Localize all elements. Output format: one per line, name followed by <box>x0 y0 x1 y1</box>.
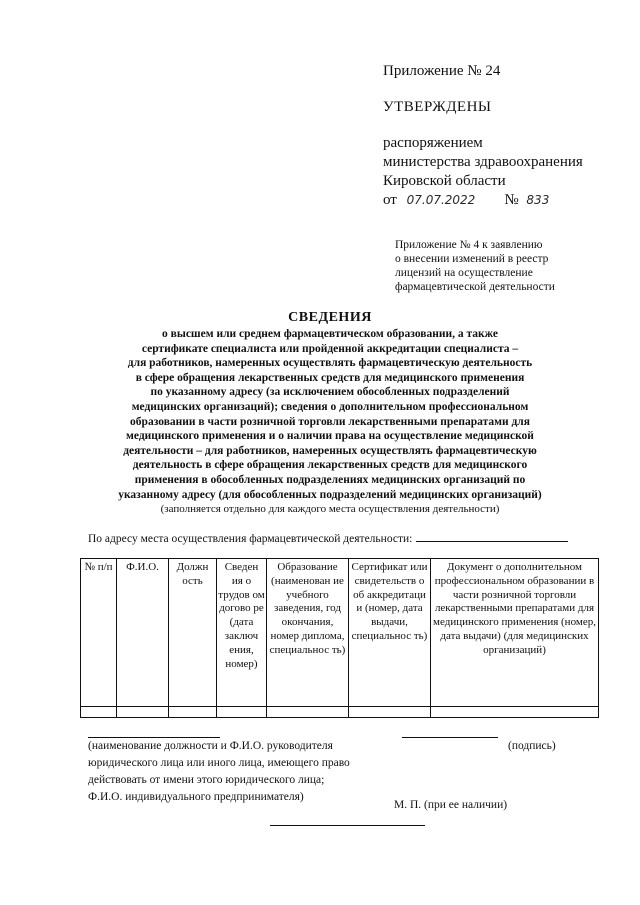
table-cell[interactable] <box>431 707 599 718</box>
approval-block <box>383 62 633 210</box>
number-label: № <box>504 192 519 208</box>
heading-line: сертификате специалиста или пройденной аккредитации специалиста – <box>141 342 519 355</box>
heading-line: в сфере обращения лекарственных средств для медицинского применения <box>135 371 525 384</box>
column-header-certificate: Сертификат или свидетельств о об аккредитаци и (номер, дата выдачи, специальнос ть) <box>349 559 431 707</box>
heading-line: медицинских организаций); сведения о дополнительном профессиональном <box>131 400 529 413</box>
seal-caption: М. П. (при ее наличии) <box>394 799 508 811</box>
table-cell[interactable] <box>349 707 431 718</box>
position-caption-line: действовать от имени этого юридического лица; <box>88 774 325 786</box>
heading-line: деятельности – для работников, намеренных осуществлять фармацевтическую <box>123 444 537 457</box>
position-caption-line: юридического лица или иного лица, имеющего право <box>88 757 350 769</box>
address-row <box>88 531 608 545</box>
address-label: По адресу места осуществления фармацевтической деятельности: <box>88 533 413 545</box>
staff-table <box>80 558 599 718</box>
heading-line: по указанному адресу (за исключением обособленных подразделений <box>150 386 510 399</box>
heading-line: применения в обособленных подразделениях медицинских организаций по <box>134 473 526 486</box>
order-line: Кировской области <box>383 173 506 189</box>
document-heading <box>60 310 600 516</box>
position-caption <box>88 738 388 806</box>
appendix4-note <box>395 238 630 294</box>
heading-body <box>60 327 600 502</box>
order-line: распоряжением <box>383 135 483 151</box>
table-cell[interactable] <box>169 707 217 718</box>
table-cell[interactable] <box>217 707 267 718</box>
from-label: от <box>383 192 397 208</box>
position-caption-line: Ф.И.О. индивидуального предпринимателя) <box>88 791 304 803</box>
heading-line: образовании в части розничной торговли лекарственными препаратами для <box>130 415 530 428</box>
address-fill-line <box>416 531 568 542</box>
approved-title: УТВЕРЖДЕНЫ <box>383 99 492 115</box>
order-date: 07.07.2022 <box>406 193 476 207</box>
column-header-contract: Сведен ия о трудов ом догово ре (дата заключ ения, номер) <box>217 559 267 707</box>
column-header-name: Ф.И.О. <box>117 559 169 707</box>
signature-caption: (подпись) <box>508 740 556 752</box>
table-header-row <box>81 559 599 707</box>
order-text <box>383 134 633 210</box>
heading-line: медицинского применения и о наличии права на осуществление медицинской <box>126 430 534 443</box>
column-header-education: Образование (наименован ие учебного заведения, год окончания, номер диплома, специальнос ть) <box>267 559 349 707</box>
bottom-fill-line <box>270 825 425 826</box>
order-line: министерства здравоохранения <box>383 154 583 170</box>
order-number: 833 <box>526 193 550 207</box>
appendix4-line: лицензий на осуществление <box>395 267 533 279</box>
appendix-number: Приложение № 24 <box>383 63 501 79</box>
table-cell[interactable] <box>267 707 349 718</box>
appendix4-line: о внесении изменений в реестр <box>395 253 549 265</box>
table-cell[interactable] <box>81 707 117 718</box>
heading-line: о высшем или среднем фармацевтическом образовании, а также <box>162 328 498 340</box>
heading-line: для работников, намеренных осуществлять фармацевтическую деятельность <box>127 357 533 370</box>
column-header-additional-education: Документ о дополнительном профессиональном образовании в части розничной торговли лекарственными препаратами для медицинского применения (номер, дата выдачи) (для медицинских организаций) <box>431 559 599 707</box>
appendix4-line: фармацевтической деятельности <box>395 281 555 293</box>
heading-note: (заполняется отдельно для каждого места осуществления деятельности) <box>160 503 500 516</box>
signature-fill-line <box>402 737 498 738</box>
heading-line: указанному адресу (для обособленных подразделений медицинских организаций) <box>118 488 542 501</box>
heading-title: СВЕДЕНИЯ <box>288 310 372 325</box>
appendix4-line: Приложение № 4 к заявлению <box>395 239 543 251</box>
position-caption-line: (наименование должности и Ф.И.О. руководителя <box>88 740 333 752</box>
table-row <box>81 707 599 718</box>
heading-line: деятельность в сфере обращения лекарственных средств для медицинского <box>132 459 528 472</box>
table-cell[interactable] <box>117 707 169 718</box>
column-header-number: № п/п <box>81 559 117 707</box>
order-date-number <box>383 191 633 210</box>
column-header-position: Должн ость <box>169 559 217 707</box>
